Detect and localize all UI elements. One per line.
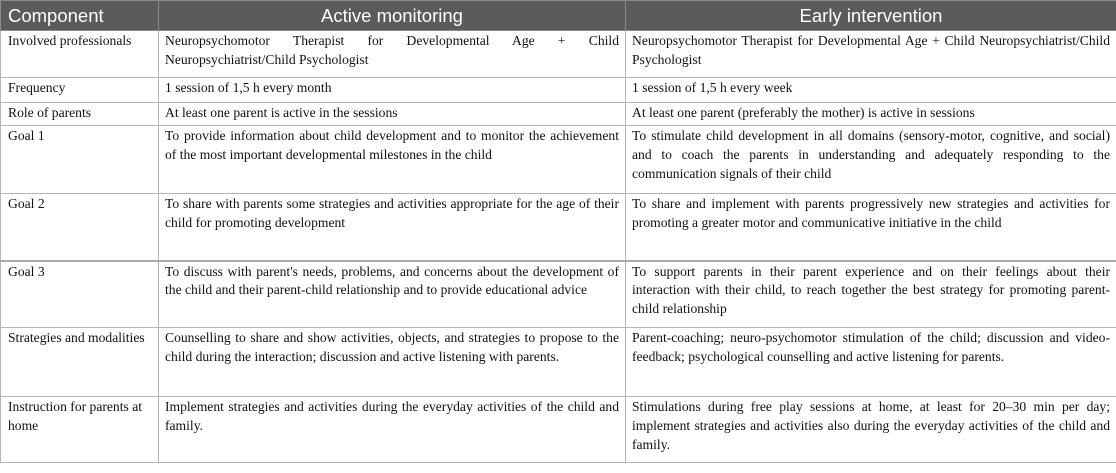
header-row (1, 1, 1116, 31)
row-early-intervention: Neuropsychomotor Therapist for Developmental Age + Child Neuropsychiatrist/Child Psychologist (626, 31, 1116, 78)
row-component: Goal 3 (1, 261, 159, 328)
row-early-intervention: To support parents in their parent experience and on their feelings about their interaction with their child, to reach together the best strategy for promoting parent-child relationship (626, 261, 1116, 328)
row-active-monitoring: To share with parents some strategies and activities appropriate for the age of their child for promoting development (159, 194, 626, 261)
table-row (1, 328, 1116, 397)
header-active-monitoring: Active monitoring (159, 1, 626, 31)
row-active-monitoring: At least one parent is active in the sessions (159, 103, 626, 126)
row-component: Role of parents (1, 103, 159, 126)
table-row (1, 126, 1116, 194)
row-early-intervention: Parent-coaching; neuro-psychomotor stimulation of the child; discussion and video-feedback; psychological counselling and active listening for parents. (626, 328, 1116, 397)
row-component: Strategies and modalities (1, 328, 159, 397)
row-component: Goal 2 (1, 194, 159, 261)
row-active-monitoring: Neuropsychomotor Therapist for Developmental Age + Child Neuropsychiatrist/Child Psychologist (159, 31, 626, 78)
row-active-monitoring: To provide information about child development and to monitor the achievement of the most important developmental milestones in the child (159, 126, 626, 194)
row-early-intervention: Stimulations during free play sessions at home, at least for 20–30 min per day; implement strategies and activities also during the everyday activities of the child and family. (626, 397, 1116, 463)
row-early-intervention: At least one parent (preferably the mother) is active in sessions (626, 103, 1116, 126)
row-component: Involved professionals (1, 31, 159, 78)
row-early-intervention: To stimulate child development in all domains (sensory-motor, cognitive, and social) and to coach the parents in understanding and adequately responding to the communication signals of their child (626, 126, 1116, 194)
row-component: Frequency (1, 78, 159, 103)
table-row (1, 397, 1116, 463)
row-early-intervention: To share and implement with parents progressively new strategies and activities for promoting a greater motor and communicative initiative in the child (626, 194, 1116, 261)
row-active-monitoring: To discuss with parent's needs, problems, and concerns about the development of the child and their parent-child relationship and to provide educational advice (159, 261, 626, 328)
row-component: Goal 1 (1, 126, 159, 194)
row-component: Instruction for parents at home (1, 397, 159, 463)
table-row (1, 194, 1116, 261)
row-active-monitoring: Implement strategies and activities during the everyday activities of the child and family. (159, 397, 626, 463)
row-active-monitoring: Counselling to share and show activities, objects, and strategies to propose to the child during the interaction; discussion and active listening with parents. (159, 328, 626, 397)
row-early-intervention: 1 session of 1,5 h every week (626, 78, 1116, 103)
table-row (1, 78, 1116, 103)
header-component: Component (1, 1, 159, 31)
table-row (1, 103, 1116, 126)
table-row (1, 261, 1116, 328)
header-early-intervention: Early intervention (626, 1, 1116, 31)
row-active-monitoring: 1 session of 1,5 h every month (159, 78, 626, 103)
table-row (1, 31, 1116, 78)
